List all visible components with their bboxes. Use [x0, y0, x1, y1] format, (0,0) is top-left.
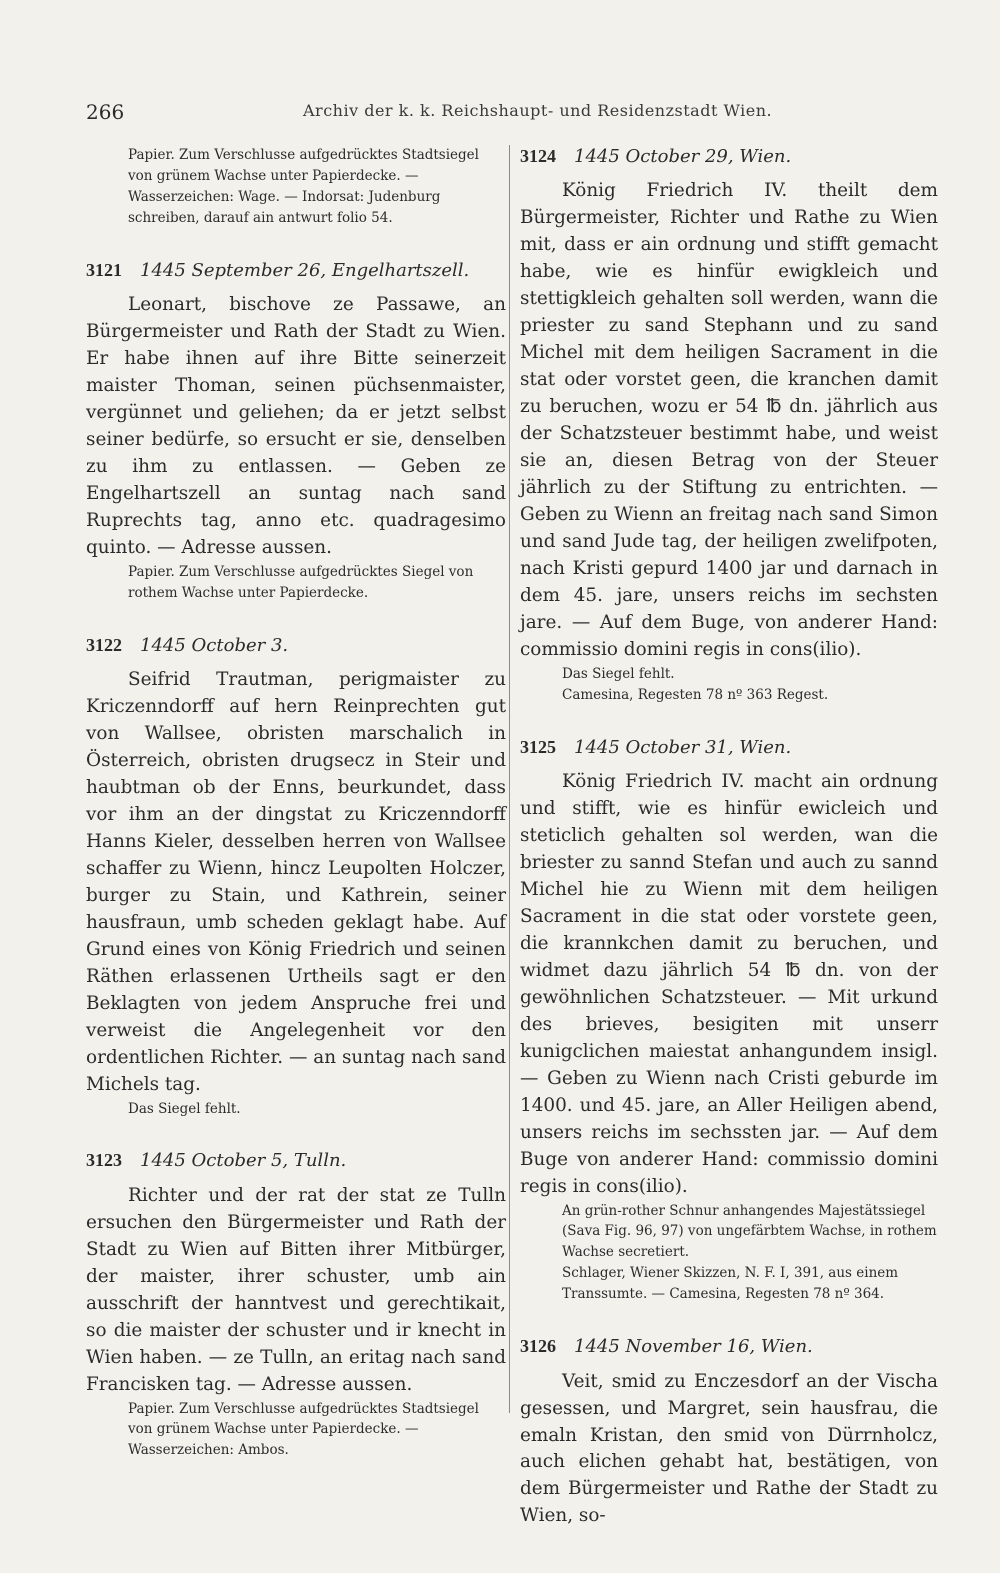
entry-number: 3124	[520, 146, 556, 166]
entry-3123-text: Richter und der rat der stat ze Tulln ersuchen den Bürgermeister und Rath der Stadt zu Wien auf Bitten ihrer Mitbürger, der maister, ihrer schuster, umb ain ausschrift der hanntvest und gerechtikait, so die maister der schuster und ir knecht in Wien haben. — ze Tulln, an eritag nach sand Francisken tag. — Adresse aussen.	[86, 1184, 506, 1395]
entry-3125-heading	[520, 736, 938, 759]
entry-date: 1445 September 26, Engelhartszell.	[140, 259, 470, 281]
entry-3121-heading	[86, 259, 506, 282]
entry-number: 3121	[86, 259, 122, 280]
entry-number: 3123	[86, 1150, 122, 1171]
column-divider	[509, 145, 510, 1413]
entry-3122-heading	[86, 634, 506, 657]
entry-3124-text: König Friedrich IV. theilt dem Bürgermeister, Richter und Rathe zu Wien mit, dass er ain ordnung und stifft gemacht habe, wie es hinfür ewigkleich und stettigkleich gehalten soll werden, wann die priester zu sand Stephann und zu sand Michel mit dem heiligen Sacrament in die stat oder vorstet geen, die kranchen damit zu beruchen, wozu er 54 ℔ dn. jährlich aus der Schatzsteuer bestimmt habe, und weist sie an, diesen Betrag von der Steuer jährlich zu der Stiftung zu entrichten. — Geben zu Wienn an freitag nach sand Simon und sand Jude tag, der heiligen zwelifpoten, nach Kristi gepurd 1400 jar und darnach in dem 45. jare, unsers reichs im sechsten jare. — Auf dem Buge, von anderer Hand: commissio domini regis in cons(ilio).	[520, 180, 938, 660]
entry-3122-note: Das Siegel fehlt.	[128, 1100, 241, 1117]
entry-3125-note-seal: An grün-rother Schnur anhangendes Majestätssiegel (Sava Fig. 96, 97) von ungefärbtem Wachse, in rothem Wachse secretiert.	[562, 1202, 937, 1261]
entry-number: 3126	[520, 1336, 556, 1357]
entry-3125-text: König Friedrich IV. macht ain ordnung und stifft, wie es hinfür ewicleich und steticlich gehalten sol werden, wan die briester zu sannd Stefan und auch zu sannd Michel hie zu Wienn mit dem heiligen Sacrament in die stat oder vorstete geen, die krannkchen damit zu beruchen, und widmet dazu jährlich 54 ℔ dn. von der gewöhnlichen Schatzsteuer. — Mit urkund des brieves, besigiten mit unserr kunigclichen maiestat anhangundem insigl. — Geben zu Wienn nach Cristi geburde im 1400. und 45. jare, an Aller Heiligen abend, unsers reichs im sechssten jar. — Auf dem Buge von anderer Hand: commissio domini regis in cons(ilio).	[520, 771, 938, 1197]
entry-date: 1445 October 29, Wien.	[574, 146, 792, 167]
entry-3126-text: Veit, smid zu Enczesdorf an der Vischa gesessen, und Margret, sein hausfrau, die emaln Kristan, den smid von Dürrnholcz, auch elichen gehabt hat, bestätigen, von dem Bürgermeister und Rathe der Stadt zu Wien, so-	[520, 1370, 938, 1527]
right-column	[520, 145, 938, 1530]
entry-3123-heading	[86, 1149, 506, 1172]
entry-3124-note-seal: Das Siegel fehlt.	[562, 665, 675, 682]
entry-3124-note-reference: Camesina, Regesten 78 nº 363 Regest.	[562, 686, 829, 703]
entry-number: 3122	[86, 634, 122, 655]
entry-3123-note: Papier. Zum Verschlusse aufgedrücktes Stadtsiegel von grünem Wachse unter Papierdecke. — Wasserzeichen: Ambos.	[128, 1400, 479, 1459]
left-column	[86, 145, 506, 1461]
entry-3121-note: Papier. Zum Verschlusse aufgedrücktes Siegel von rothem Wachse unter Papierdecke.	[128, 563, 474, 601]
running-title: Archiv der k. k. Reichshaupt- und Residenzstadt Wien.	[303, 101, 773, 120]
entry-3126-heading	[520, 1335, 938, 1358]
page-number: 266	[86, 100, 125, 124]
entry-date: 1445 October 31, Wien.	[574, 736, 792, 758]
entry-3121-text: Leonart, bischove ze Passawe, an Bürgermeister und Rath der Stadt zu Wien. Er habe ihnen auf ihre Bitte seinerzeit maister Thoman, seinen püchsenmaister, vergünnet und geliehen; da er jetzt selbst seiner bedürfe, so ersucht er sie, denselben zu ihm zu entlassen. — Geben ze Engelhartszell an suntag nach sand Ruprechts tag, anno etc. quadragesimo quinto. — Adresse aussen.	[86, 294, 506, 558]
entry-date: 1445 October 5, Tulln.	[140, 1150, 347, 1172]
entry-number: 3125	[520, 736, 556, 757]
entry-3122-text: Seifrid Trautman, perigmaister zu Kriczenndorff auf hern Reinprechten gut von Wallsee, obristen marschalich in Österreich, obristen drugsecz in Steir und haubtman ob der Enns, beurkundet, dass vor ihm an der dingstat zu Kriczenndorff Hanns Kieler, desselben herren von Wallsee schaffer zu Wienn, hincz Leupolten Holczer, burger zu Stain, und Kathrein, seiner hausfraun, umb scheden geklagt habe. Auf Grund eines von König Friedrich und seinen Räthen erlassenen Urtheils sagt er den Beklagten von jedem Anspruche frei und verweist die Angelegenheit vor den ordentlichen Richter. — an suntag nach sand Michels tag.	[86, 669, 506, 1095]
entry-3124-heading	[520, 145, 938, 168]
entry-date: 1445 November 16, Wien.	[574, 1336, 813, 1358]
entry-date: 1445 October 3.	[140, 634, 289, 656]
previous-entry-note: Papier. Zum Verschlusse aufgedrücktes Stadtsiegel von grünem Wachse unter Papierdecke. — Wasserzeichen: Wage. — Indorsat: Judenburg schreiben, darauf ain antwurt folio 54.	[128, 147, 479, 226]
entry-3125-note-reference: Schlager, Wiener Skizzen, N. F. I, 391, aus einem Transsumte. — Camesina, Regesten 78 nº 364.	[562, 1265, 899, 1303]
